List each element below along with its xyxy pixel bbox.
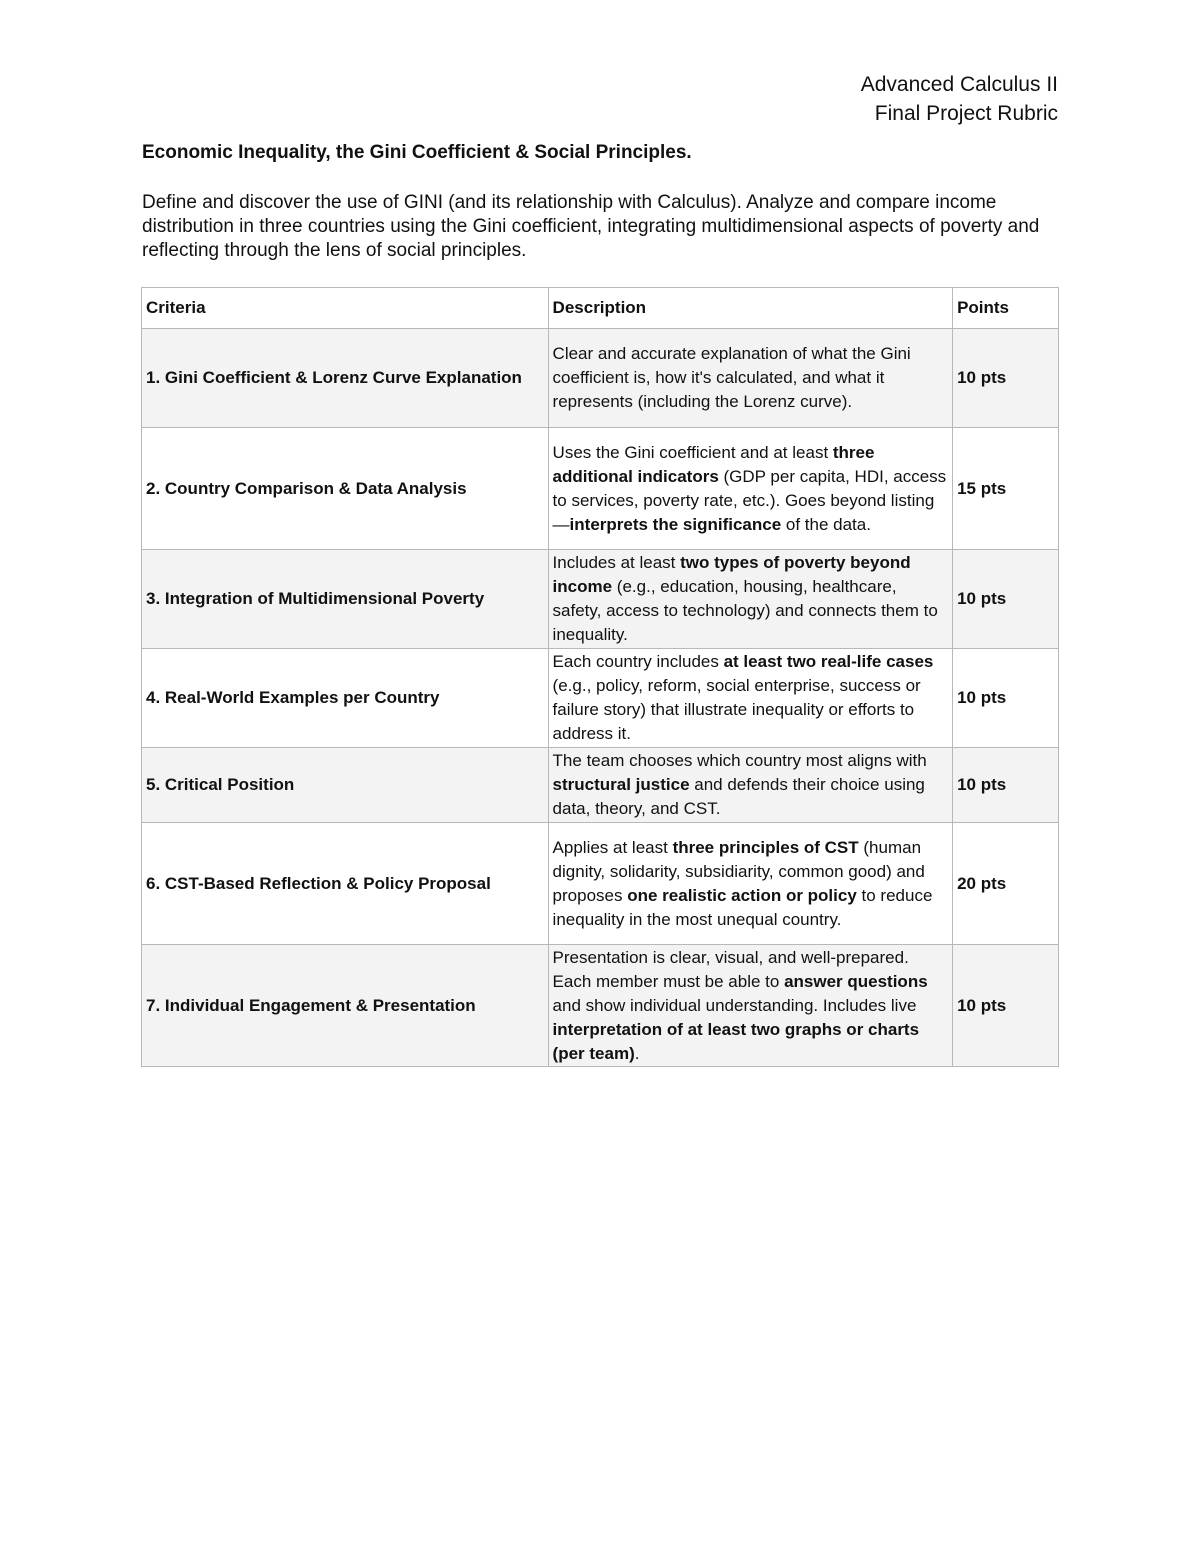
intro-paragraph: Define and discover the use of GINI (and its relationship with Calculus). Analyze and compare income distribution in three countries using the Gini coefficient, integrating multidimensional aspects of poverty and reflecting through the lens of social principles. xyxy=(142,192,1040,261)
description-text: . xyxy=(634,1043,640,1063)
points-cell: 10 pts xyxy=(953,649,1059,748)
table-row xyxy=(142,649,1059,748)
criteria-cell: 7. Individual Engagement & Presentation xyxy=(142,945,549,1067)
rubric-table xyxy=(141,287,1059,1067)
description-cell xyxy=(548,945,953,1067)
table-row xyxy=(142,945,1059,1067)
table-row xyxy=(142,428,1059,550)
points-cell: 10 pts xyxy=(953,748,1059,823)
criteria-cell: 2. Country Comparison & Data Analysis xyxy=(142,428,549,550)
description-emphasis: interpretation of at least two graphs or charts (per team) xyxy=(552,1019,920,1063)
criteria-cell: 5. Critical Position xyxy=(142,748,549,823)
points-cell: 15 pts xyxy=(953,428,1059,550)
criteria-cell: 1. Gini Coefficient & Lorenz Curve Explanation xyxy=(142,329,549,428)
description-cell xyxy=(548,329,953,428)
column-header-points: Points xyxy=(953,288,1059,329)
description-cell xyxy=(548,550,953,649)
page-title: Economic Inequality, the Gini Coefficient & Social Principles. xyxy=(142,142,692,163)
table-row xyxy=(142,550,1059,649)
description-text: and show individual understanding. Includes live xyxy=(552,995,917,1015)
description-text: to reduce inequality in the most unequal country. xyxy=(552,885,933,929)
table-row xyxy=(142,748,1059,823)
points-cell: 10 pts xyxy=(953,550,1059,649)
document-type: Final Project Rubric xyxy=(874,102,1058,125)
description-text: Uses the Gini coefficient and at least xyxy=(552,442,833,462)
description-emphasis: one realistic action or policy xyxy=(627,885,857,905)
description-emphasis: three additional indicators xyxy=(552,442,875,486)
criteria-cell: 3. Integration of Multidimensional Poverty xyxy=(142,550,549,649)
table-row xyxy=(142,823,1059,945)
column-header-criteria: Criteria xyxy=(142,288,549,329)
points-cell: 20 pts xyxy=(953,823,1059,945)
description-emphasis: interprets the significance xyxy=(569,514,782,534)
document-header xyxy=(861,70,1058,128)
column-header-description: Description xyxy=(548,288,953,329)
description-emphasis: structural justice xyxy=(552,775,690,794)
points-cell: 10 pts xyxy=(953,945,1059,1067)
table-row xyxy=(142,329,1059,428)
description-text: (e.g., policy, reform, social enterprise, success or failure story) that illustrate inequality or efforts to address it. xyxy=(552,676,921,743)
description-text: of the data. xyxy=(781,514,871,534)
description-text: Includes at least xyxy=(552,553,681,572)
points-cell: 10 pts xyxy=(953,329,1059,428)
rubric-table-body xyxy=(142,329,1059,1067)
table-header-row xyxy=(142,288,1059,329)
description-text: and defends their choice using data, theory, and CST. xyxy=(552,775,925,818)
criteria-cell: 4. Real-World Examples per Country xyxy=(142,649,549,748)
description-text: Each country includes xyxy=(552,652,724,671)
description-text: (e.g., education, housing, healthcare, safety, access to technology) and connects them to inequality. xyxy=(552,577,938,644)
description-cell xyxy=(548,428,953,550)
description-cell xyxy=(548,748,953,823)
description-emphasis: two types of poverty beyond income xyxy=(552,553,911,596)
description-cell xyxy=(548,823,953,945)
description-text: Presentation is clear, visual, and well-prepared. Each member must be able to xyxy=(552,947,909,991)
criteria-cell: 6. CST-Based Reflection & Policy Proposal xyxy=(142,823,549,945)
description-text: (GDP per capita, HDI, access to services, poverty rate, etc.). Goes beyond listing— xyxy=(552,466,947,534)
description-emphasis: at least two real-life cases xyxy=(723,652,934,671)
description-text: (human dignity, solidarity, subsidiarity, common good) and proposes xyxy=(552,837,925,905)
course-name: Advanced Calculus II xyxy=(860,73,1058,96)
description-text: Applies at least xyxy=(552,837,673,857)
description-emphasis: answer questions xyxy=(784,971,928,991)
description-text: Clear and accurate explanation of what the Gini coefficient is, how it's calculated, and what it represents (including the Lorenz curve). xyxy=(552,344,911,411)
description-cell xyxy=(548,649,953,748)
description-emphasis: three principles of CST xyxy=(672,837,859,857)
description-text: The team chooses which country most aligns with xyxy=(552,751,927,770)
